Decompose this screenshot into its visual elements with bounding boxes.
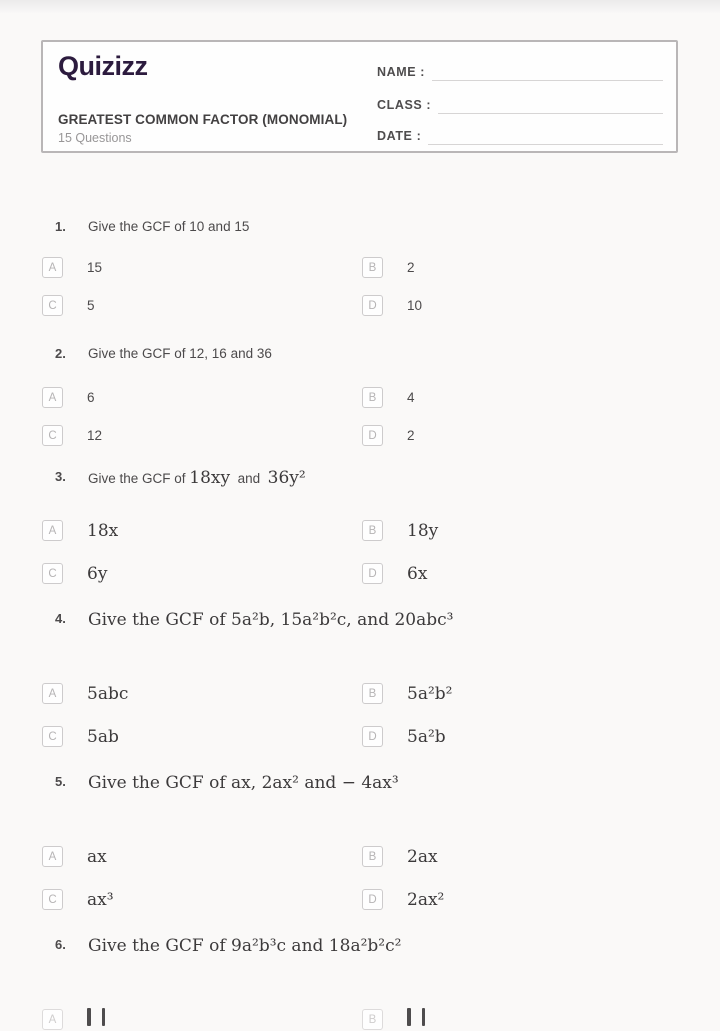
question-text-part: 36y² [267, 468, 306, 488]
option-letter-box[interactable]: B [362, 520, 383, 541]
question-text-part: Give the GCF of 12, 16 and 36 [88, 346, 272, 361]
name-input-line[interactable] [432, 61, 663, 81]
question-text [88, 936, 695, 956]
question-number: 4. [55, 611, 66, 626]
option-letter-box[interactable]: D [362, 726, 383, 747]
option-a[interactable] [42, 846, 107, 867]
option-a[interactable] [42, 520, 118, 541]
option-letter-box[interactable]: D [362, 425, 383, 446]
option-value: ax [87, 846, 107, 867]
class-field [377, 92, 663, 114]
question-count: 15 Questions [58, 131, 132, 145]
option-b[interactable] [362, 387, 415, 408]
option-value: 18x [87, 520, 119, 541]
option-letter-box[interactable]: C [42, 726, 63, 747]
option-a[interactable] [42, 387, 95, 408]
option-letter-box[interactable]: C [42, 295, 63, 316]
name-field [377, 59, 663, 81]
worksheet-title: GREATEST COMMON FACTOR (MONOMIAL) [58, 112, 348, 127]
date-field [377, 123, 663, 145]
option-a[interactable] [42, 257, 102, 278]
option-d[interactable] [362, 726, 446, 747]
option-b[interactable] [362, 1008, 436, 1031]
option-c[interactable] [42, 425, 102, 446]
option-value: 4 [407, 390, 415, 405]
question-number: 6. [55, 937, 66, 952]
option-letter-box[interactable]: C [42, 425, 63, 446]
question-text [88, 610, 695, 630]
clipped-option-value [407, 1008, 436, 1031]
question-text [88, 468, 695, 488]
date-input-line[interactable] [428, 125, 663, 145]
option-letter-box[interactable]: B [362, 1009, 383, 1030]
option-letter-box[interactable]: D [362, 295, 383, 316]
option-value: 5ab [87, 726, 119, 747]
option-a[interactable] [42, 1008, 116, 1031]
worksheet-header [41, 40, 678, 153]
option-d[interactable] [362, 295, 422, 316]
question-text-part: Give the GCF of [88, 471, 190, 486]
option-letter-box[interactable]: B [362, 257, 383, 278]
option-value: 5abc [87, 683, 129, 704]
option-value: 6 [87, 390, 95, 405]
question-text-part: Give the GCF of 10 and 15 [88, 219, 250, 234]
question-text-part: and [230, 471, 268, 486]
class-input-line[interactable] [438, 94, 663, 114]
option-b[interactable] [362, 257, 415, 278]
question-text-part: Give the GCF of ax, 2ax² and − 4ax³ [88, 773, 399, 793]
question-text-part: 18xy [189, 468, 231, 488]
option-letter-box[interactable]: D [362, 563, 383, 584]
question-text [88, 345, 695, 363]
option-letter-box[interactable]: A [42, 683, 63, 704]
option-letter-box[interactable]: C [42, 889, 63, 910]
option-letter-box[interactable]: B [362, 387, 383, 408]
option-value: 5a²b² [407, 683, 453, 704]
class-label: CLASS : [377, 98, 432, 112]
clipped-option-value [87, 1008, 116, 1031]
option-letter-box[interactable]: D [362, 889, 383, 910]
option-letter-box[interactable]: B [362, 683, 383, 704]
option-c[interactable] [42, 563, 107, 584]
option-letter-box[interactable]: C [42, 563, 63, 584]
option-letter-box[interactable]: A [42, 846, 63, 867]
option-value: 18y [407, 520, 439, 541]
question-text-part: Give the GCF of 9a²b³c and 18a²b²c² [88, 936, 402, 956]
option-letter-box[interactable]: B [362, 846, 383, 867]
option-letter-box[interactable]: A [42, 387, 63, 408]
question-text [88, 773, 695, 793]
quizizz-logo-text: Quizizz [58, 51, 148, 81]
question-text [88, 218, 695, 236]
date-label: DATE : [377, 129, 422, 143]
option-a[interactable] [42, 683, 128, 704]
option-d[interactable] [362, 425, 415, 446]
option-value: 10 [407, 298, 423, 313]
option-value: 5a²b [407, 726, 446, 747]
option-b[interactable] [362, 846, 438, 867]
option-letter-box[interactable]: A [42, 257, 63, 278]
question-number: 1. [55, 219, 66, 234]
question-text-part: Give the GCF of 5a²b, 15a²b²c, and 20abc³ [88, 610, 454, 630]
option-d[interactable] [362, 889, 444, 910]
option-value: 2ax² [407, 889, 445, 910]
question-number: 5. [55, 774, 66, 789]
option-b[interactable] [362, 520, 438, 541]
option-d[interactable] [362, 563, 427, 584]
quizizz-logo [58, 51, 148, 82]
name-label: NAME : [377, 65, 426, 79]
option-value: 2 [407, 428, 415, 443]
page-top-shading [0, 0, 720, 14]
option-letter-box[interactable]: A [42, 1009, 63, 1030]
option-value: 6x [407, 563, 428, 584]
question-number: 3. [55, 469, 66, 484]
option-b[interactable] [362, 683, 452, 704]
option-value: 15 [87, 260, 103, 275]
option-c[interactable] [42, 726, 119, 747]
option-value: 2ax [407, 846, 438, 867]
option-c[interactable] [42, 889, 114, 910]
option-value: 12 [87, 428, 103, 443]
question-number: 2. [55, 346, 66, 361]
option-value: ax³ [87, 889, 114, 910]
option-value: 2 [407, 260, 415, 275]
option-value: 6y [87, 563, 108, 584]
option-c[interactable] [42, 295, 95, 316]
option-letter-box[interactable]: A [42, 520, 63, 541]
option-value: 5 [87, 298, 95, 313]
